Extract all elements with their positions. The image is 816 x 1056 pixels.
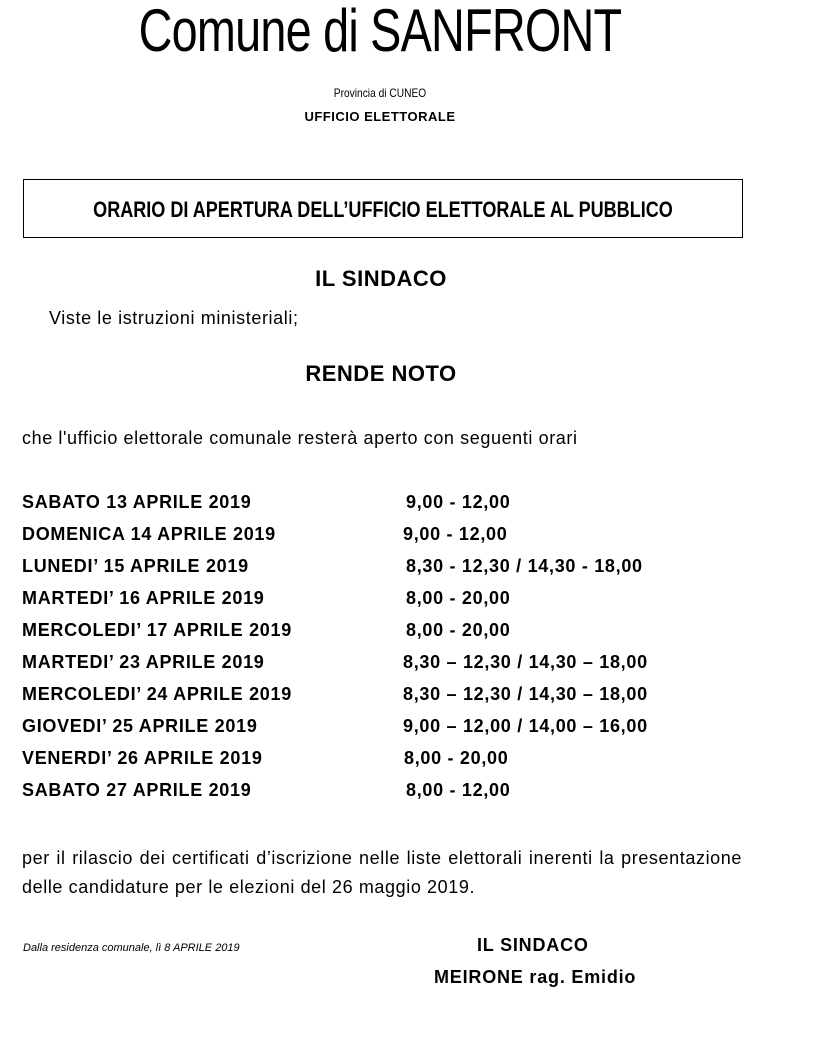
- sindaco-heading: IL SINDACO: [315, 266, 447, 291]
- signature-title: IL SINDACO: [477, 935, 589, 955]
- schedule-day: MARTEDI’ 23 APRILE 2019: [22, 652, 265, 672]
- schedule-day: SABATO 13 APRILE 2019: [22, 492, 252, 512]
- schedule-hours: 9,00 - 12,00: [406, 492, 511, 512]
- signature-name: MEIRONE rag. Emidio: [434, 967, 637, 987]
- schedule-hours: 8,30 – 12,30 / 14,30 – 18,00: [403, 684, 648, 704]
- office-label: UFFICIO ELETTORALE: [304, 109, 456, 124]
- notice-box-title: ORARIO DI APERTURA DELL’UFFICIO ELETTORALE AL PUBBLICO: [93, 197, 673, 222]
- schedule-day: VENERDI’ 26 APRILE 2019: [22, 748, 263, 768]
- schedule-day: MERCOLEDI’ 17 APRILE 2019: [22, 620, 292, 640]
- schedule-day: SABATO 27 APRILE 2019: [22, 780, 252, 800]
- schedule-day: MERCOLEDI’ 24 APRILE 2019: [22, 684, 292, 704]
- schedule-day: LUNEDI’ 15 APRILE 2019: [22, 556, 249, 576]
- rende-noto-heading: RENDE NOTO: [305, 361, 457, 386]
- schedule-hours: 8,30 – 12,30 / 14,30 – 18,00: [403, 652, 648, 672]
- schedule-hours: 8,00 - 20,00: [406, 620, 511, 640]
- province-label: Provincia di CUNEO: [333, 86, 427, 100]
- page-title: Comune di SANFRONT: [138, 0, 622, 64]
- schedule-hours: 9,00 – 12,00 / 14,00 – 16,00: [403, 716, 648, 736]
- purpose-text: per il rilascio dei certificati d’iscrizione nelle liste elettorali inerenti la presentazione delle candidature per le elezioni del 26 maggio 2019.: [22, 848, 742, 897]
- schedule-day: GIOVEDI’ 25 APRILE 2019: [22, 716, 258, 736]
- schedule-hours: 8,30 - 12,30 / 14,30 - 18,00: [406, 556, 643, 576]
- schedule-hours: 8,00 - 20,00: [406, 588, 511, 608]
- schedule-day: DOMENICA 14 APRILE 2019: [22, 524, 276, 544]
- schedule-hours: 8,00 - 20,00: [404, 748, 509, 768]
- schedule-hours: 9,00 - 12,00: [403, 524, 508, 544]
- viste-text: Viste le istruzioni ministeriali;: [49, 308, 299, 328]
- schedule-hours: 8,00 - 12,00: [406, 780, 511, 800]
- intro-text: che l'ufficio elettorale comunale resterà aperto con seguenti orari: [22, 428, 578, 448]
- date-line: Dalla residenza comunale, lì 8 APRILE 2019: [23, 942, 240, 954]
- schedule-day: MARTEDI’ 16 APRILE 2019: [22, 588, 265, 608]
